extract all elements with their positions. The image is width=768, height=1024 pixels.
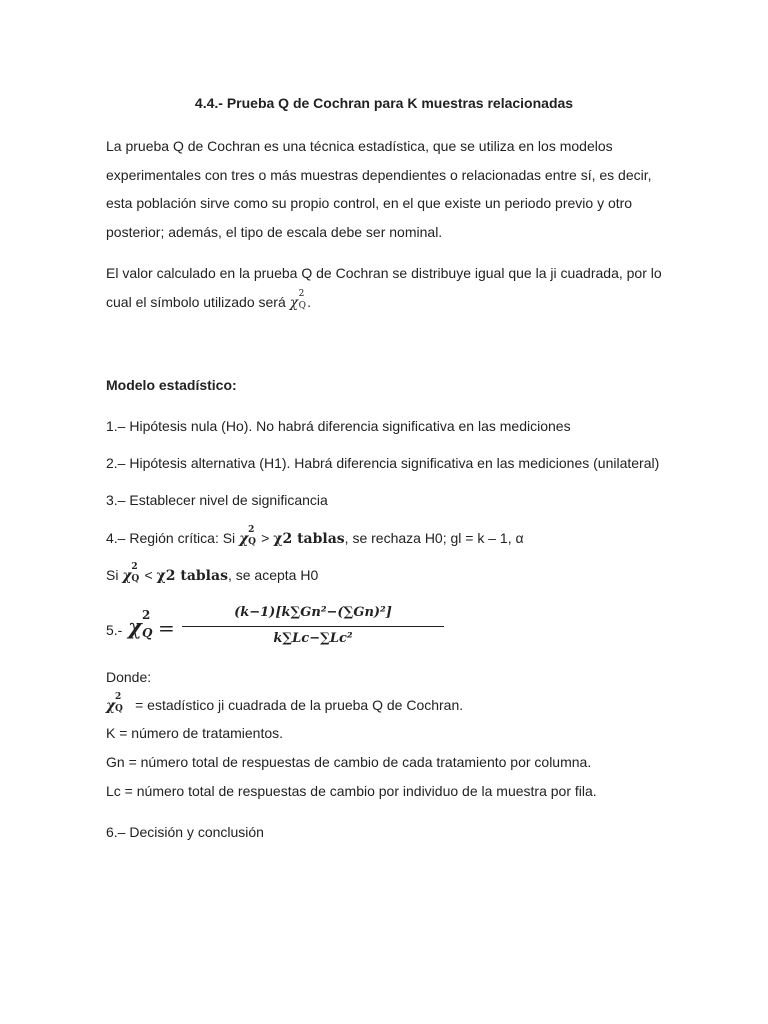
step-4: 4.– Región crítica: Si χ 2 Q > χ2 tablas, se rechaza H0; gl = k – 1, α — [106, 525, 524, 547]
intro-paragraph-2-line-2 — [106, 289, 312, 311]
model-heading: Modelo estadístico: — [106, 377, 237, 393]
step-3: 3.– Establecer nivel de significancia — [106, 492, 328, 508]
intro-paragraph-2-line-1: El valor calculado en la prueba Q de Cochran se distribuye igual que la ji cuadrada, por lo — [106, 265, 662, 281]
step-1: 1.– Hipótesis nula (Ho). No habrá diferencia significativa en las mediciones — [106, 418, 571, 434]
equals-sign: = — [158, 616, 175, 640]
where-def-gn: Gn = número total de respuestas de cambio de cada tratamiento por columna. — [106, 754, 592, 770]
step-2: 2.– Hipótesis alternativa (H1). Habrá diferencia significativa en las mediciones (unilateral) — [106, 455, 660, 471]
period: . — [307, 294, 312, 310]
numerator: (k−1)[k∑Gn²−(∑Gn)²] — [234, 605, 392, 620]
intro-line: posterior; además, el tipo de escala debe ser nominal. — [106, 223, 443, 240]
intro-text: cual el símbolo utilizado será — [106, 294, 286, 310]
denominator: k∑Lc−∑Lc² — [273, 631, 353, 646]
intro-paragraph-1 — [106, 132, 660, 246]
chi-tablas: χ2 tablas — [156, 568, 228, 584]
where-def-chi: χ 2 Q = estadístico ji cuadrada de la prueba Q de Cochran. — [106, 692, 464, 714]
where-def-lc: Lc = número total de respuestas de cambio por individuo de la muestra por fila. — [106, 783, 597, 799]
intro-line: experimentales con tres o más muestras dependientes o relacionadas entre sí, es decir, — [106, 166, 652, 183]
step-4-accept: Si χ 2 Q < χ2 tablas, se acepta H0 — [106, 562, 319, 584]
chi-q-symbol: χ 2 Q — [128, 608, 153, 640]
chi-q-symbol: χ 2 Q — [106, 692, 123, 714]
where-def-k: K = número de tratamientos. — [106, 725, 284, 741]
intro-line: esta población sirve como su propio control, en el que existe un periodo previo y otro — [106, 195, 633, 211]
chi-tablas: χ2 tablas — [273, 531, 345, 547]
chi-q-symbol: χ 2 Q — [289, 289, 307, 311]
step-5-label: 5.- — [106, 622, 123, 638]
chi-q-symbol: χ 2 Q — [122, 562, 140, 584]
chi-q-symbol: χ 2 Q — [239, 525, 256, 547]
intro-line: La prueba Q de Cochran es una técnica estadística, que se utiliza en los modelos — [106, 138, 613, 154]
section-title: 4.4.- Prueba Q de Cochran para K muestras relacionadas — [194, 95, 574, 111]
step-6: 6.– Decisión y conclusión — [106, 824, 264, 840]
where-label: Donde: — [106, 669, 152, 685]
fraction — [178, 600, 448, 651]
